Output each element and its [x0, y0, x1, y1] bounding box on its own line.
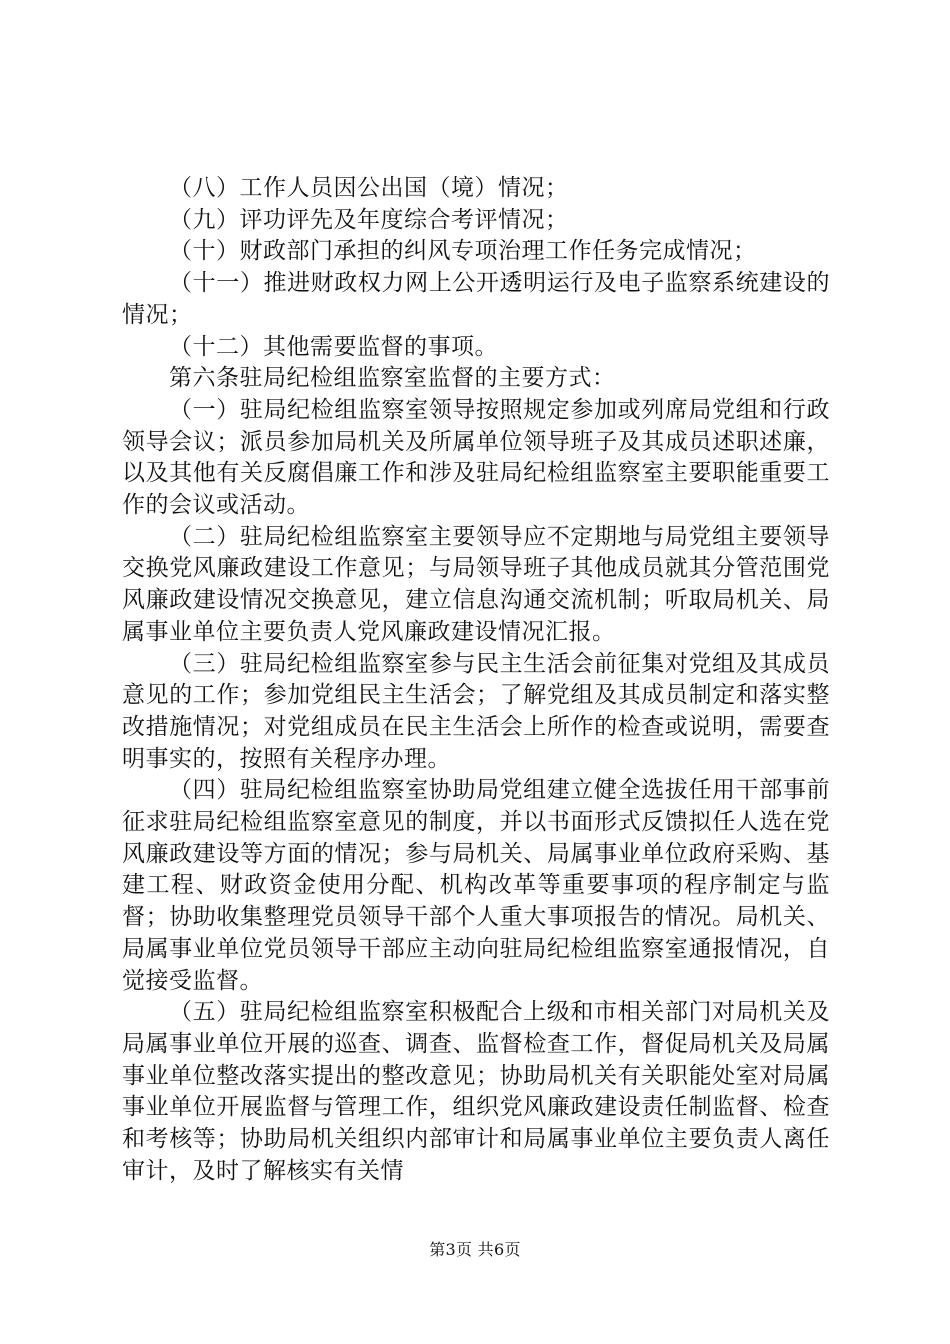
document-body — [122, 173, 830, 1188]
paragraph-item-11: （十一）推进财政权力网上公开透明运行及电子监察系统建设的情况； — [122, 270, 830, 328]
article-6-heading: 第六条驻局纪检组监察室监督的主要方式： — [169, 365, 616, 392]
method-paragraph-5: （五）驻局纪检组监察室积极配合上级和市相关部门对局机关及局属事业单位开展的巡查、调查、监督检查工作，督促局机关及局属事业单位整改落实提出的整改意见；协助局机关有关职能处室对局属事业单位开展监督与管理工作，组织党风廉政建设责任制监督、检查和考核等；协助局机关组织内部审计和局属事业单位主要负责人离任审计，及时了解核实有关情 — [122, 999, 830, 1184]
page-number-footer: 第3页 共6页 — [429, 1240, 521, 1259]
paragraph-item-8: （八）工作人员因公出国（境）情况； — [169, 175, 569, 201]
paragraph-item-12: （十二）其他需要监督的事项。 — [169, 333, 498, 360]
method-paragraph-4: （四）驻局纪检组监察室协助局党组建立健全选拔任用干部事前征求驻局纪检组监察室意见的制度，并以书面形式反馈拟任人选在党风廉政建设等方面的情况；参与局机关、局属事业单位政府采购、基建工程、财政资金使用分配、机构改革等重要事项的程序制定与监督；协助收集整理党员领导干部个人重大事项报告的情况。局机关、局属事业单位党员领导干部应主动向驻局纪检组监察室通报情况，自觉接受监督。 — [122, 777, 830, 994]
method-paragraph-1: （一）驻局纪检组监察室领导按照规定参加或列席局党组和行政领导会议；派员参加局机关及所属单位领导班子及其成员述职述廉，以及其他有关反腐倡廉工作和涉及驻局纪检组监察室主要职能重要工作的会议或活动。 — [122, 396, 830, 519]
paragraph-item-9: （九）评功评先及年度综合考评情况； — [169, 206, 569, 233]
method-paragraph-2: （二）驻局纪检组监察室主要领导应不定期地与局党组主要领导交换党风廉政建设工作意见；与局领导班子其他成员就其分管范围党风廉政建设情况交换意见，建立信息沟通交流机制；听取局机关、局属事业单位主要负责人党风廉政建设情况汇报。 — [122, 523, 830, 645]
method-paragraph-3: （三）驻局纪检组监察室参与民主生活会前征集对党组及其成员意见的工作；参加党组民主生活会；了解党组及其成员制定和落实整改措施情况；对党组成员在民主生活会上所作的检查或说明，需要查明事实的，按照有关程序办理。 — [122, 650, 830, 772]
paragraph-item-10: （十）财政部门承担的纠风专项治理工作任务完成情况； — [169, 238, 757, 265]
